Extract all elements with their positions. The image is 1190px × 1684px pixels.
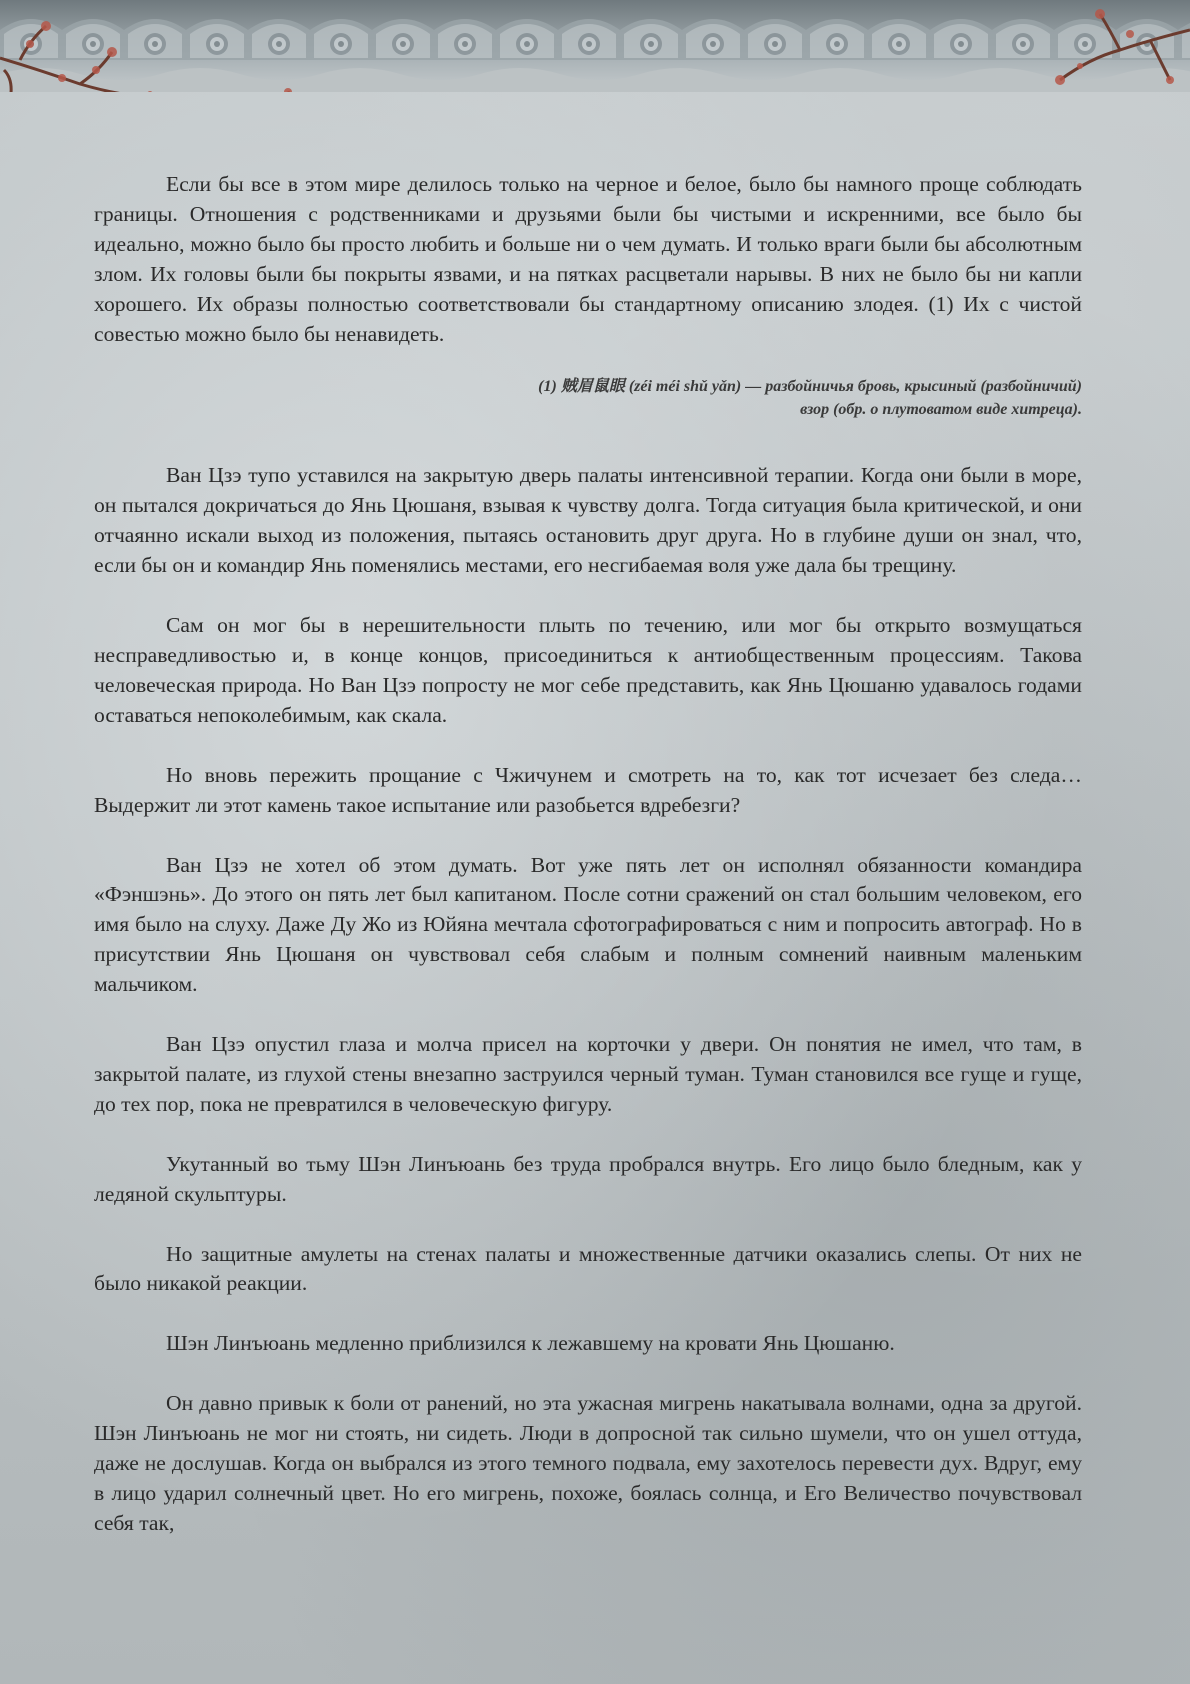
roof-tiles-banner	[0, 0, 1190, 92]
paragraph: Но вновь пережить прощание с Чжичунем и смотреть на то, как тот исчезает без следа… Выдержит ли этот камень такое испытание или разобьется вдребезги?	[94, 762, 1082, 817]
paragraph: Но защитные амулеты на стенах палаты и множественные датчики оказались слепы. От них не было никакой реакции.	[94, 1241, 1082, 1296]
roof-tiles-illustration	[0, 0, 1190, 92]
footnote	[94, 375, 1082, 421]
paragraph: Ван Цзэ не хотел об этом думать. Вот уже пять лет он исполнял обязанности командира «Фэншэнь». До этого он пять лет был капитаном. После сотни сражений он стал большим человеком, его имя было на слуху. Даже Ду Жо из Юйяна мечтала сфотографироваться с ним и попросить автограф. Но в присутствии Янь Цюшаня он чувствовал себя слабым и полным сомнений наивным маленьким мальчиком.	[94, 852, 1082, 997]
paragraph: Укутанный во тьму Шэн Линъюань без труда пробрался внутрь. Его лицо было бледным, как у ледяной скульптуры.	[94, 1151, 1082, 1206]
paragraph: Он давно привык к боли от ранений, но эта ужасная мигрень накатывала волнами, одна за другой. Шэн Линъюань не мог ни стоять, ни сидеть. Люди в допросной так сильно шумели, что он ушел оттуда, даже не дослушав. Когда он выбрался из этого темного подвала, ему захотелось перевести дух. Вдруг, ему в лицо ударил солнечный цвет. Но его мигрень, похоже, боялась солнца, и Его Величество почувствовал себя так,	[94, 1391, 1082, 1535]
footnote-line: взор (обр. о плутоватом виде хитреца).	[800, 401, 1082, 419]
text-body	[94, 170, 1082, 1569]
paragraph: Если бы все в этом мире делилось только на черное и белое, было бы намного проще соблюдать границы. Отношения с родственниками и друзьями были бы чистыми и искренними, все было бы идеально, можно было бы просто любить и больше ни о чем думать. И только враги были бы абсолютным злом. Их головы были бы покрыты язвами, и на пятках расцветали нарывы. В них не было бы ни капли хорошего. Их образы полностью соответствовали бы стандартному описанию злодея. (1) Их с чистой совестью можно было бы ненавидеть.	[94, 172, 1082, 346]
paragraph: Шэн Линъюань медленно приблизился к лежавшему на кровати Янь Цюшаню.	[166, 1331, 895, 1356]
paragraph: Сам он мог бы в нерешительности плыть по течению, или мог бы открыто возмущаться несправедливостью и, в конце концов, присоединиться к антиобщественным процессиям. Такова человеческая природа. Но Ван Цзэ попросту не мог себе представить, как Янь Цюшаню удавалось годами оставаться непоколебимым, как скала.	[94, 613, 1082, 727]
paragraph: Ван Цзэ опустил глаза и молча присел на корточки у двери. Он понятия не имел, что там, в закрытой палате, из глухой стены внезапно заструился черный туман. Туман становился все гуще и гуще, до тех пор, пока не превратился в человеческую фигуру.	[94, 1032, 1082, 1116]
paragraph: Ван Цзэ тупо уставился на закрытую дверь палаты интенсивной терапии. Когда они были в море, он пытался докричаться до Янь Цюшаня, взывая к чувству долга. Тогда ситуация была критической, и они отчаянно искали выход из положения, пытаясь остановить друг друга. Но в глубине души он знал, что, если бы он и командир Янь поменялись местами, его несгибаемая воля уже дала бы трещину.	[94, 463, 1082, 578]
footnote-line: (1) 贼眉鼠眼 (zéi méi shǔ yǎn) — разбойничья бровь, крысиный (разбойничий)	[538, 378, 1082, 396]
